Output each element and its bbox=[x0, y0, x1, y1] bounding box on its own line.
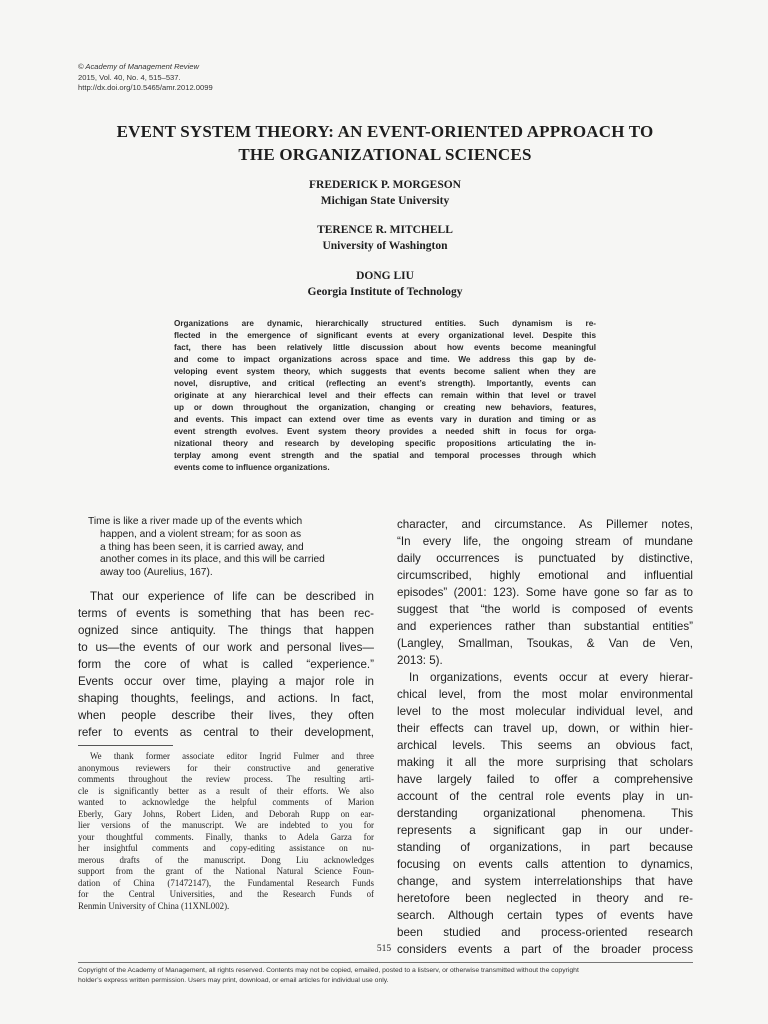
body-line: and experiences rather than substantial entities” bbox=[397, 620, 693, 633]
author-affiliation: Michigan State University bbox=[320, 195, 450, 207]
abstract-line: flected in the emergence of significant events at every organizational level. Despite this bbox=[174, 331, 596, 340]
author-name: DONG LIU bbox=[356, 270, 414, 282]
copyright-line: Copyright of the Academy of Management, all rights reserved. Contents may not be copied, emailed, posted to a listserv, or otherwise transmitted without the copyright bbox=[78, 967, 579, 974]
footnote-line: her insightful comments and copy-editing assistance on nu- bbox=[78, 843, 374, 853]
body-line: daily occurrences is punctuated by distinctive, bbox=[397, 552, 693, 565]
body-line: represents a significant gap in our under- bbox=[397, 824, 693, 837]
epigraph-line: happen, and a violent stream; for as soon as bbox=[100, 528, 302, 540]
body-line: That our experience of life can be described in bbox=[90, 590, 374, 603]
page-number: 515 bbox=[376, 944, 392, 954]
journal-header bbox=[78, 62, 213, 94]
doi-link[interactable]: http://dx.doi.org/10.5465/amr.2012.0099 bbox=[78, 83, 213, 92]
epigraph-line: another comes in its place, and this will be carried bbox=[100, 554, 325, 566]
abstract-line: up or down throughout the organization, changing or creating new behaviors, features, bbox=[174, 403, 596, 412]
body-line: In organizations, events occur at every hierar- bbox=[409, 671, 693, 684]
body-line: character, and circumstance. As Pillemer notes, bbox=[397, 518, 693, 531]
article-title bbox=[70, 120, 700, 166]
author-name: TERENCE R. MITCHELL bbox=[317, 224, 453, 236]
author-affiliation: University of Washington bbox=[322, 240, 448, 252]
body-line: circumscribed, highly emotional and influential bbox=[397, 569, 693, 582]
copyright-divider bbox=[78, 962, 693, 963]
author-1 bbox=[70, 177, 700, 209]
title-line-2: THE ORGANIZATIONAL SCIENCES bbox=[238, 145, 532, 164]
abstract-line: and come to impact organizations across space and time. We address this gap by de- bbox=[174, 355, 596, 364]
title-line-1: EVENT SYSTEM THEORY: AN EVENT-ORIENTED APPROACH TO bbox=[116, 122, 654, 141]
footnote-line: cle is significantly better as a result of their efforts. We also bbox=[78, 785, 374, 796]
footnote-line: Renmin University of China (11XNL002). bbox=[78, 900, 230, 911]
body-line: refer to events as central to their development, bbox=[78, 726, 374, 739]
abstract-line: nizational theory and research by developing specific propositions articulating the in- bbox=[174, 439, 596, 448]
copyright-notice bbox=[78, 966, 698, 986]
abstract-line: event strength evolves. Event system theory provides a needed shift in focus for orga- bbox=[174, 427, 596, 436]
body-line: to us—the events of our work and personal lives— bbox=[78, 641, 374, 654]
body-line: heretofore been neglected in theory and re- bbox=[397, 892, 693, 905]
footnote-line: wanted to acknowledge the helpful comments of Marion bbox=[78, 797, 374, 807]
body-line: been studied and process-oriented research bbox=[397, 926, 693, 939]
footnote-line: comments throughout the review process. The resulting arti- bbox=[78, 774, 374, 784]
footnote-line: lier versions of the manuscript. We are indebted to you for bbox=[78, 820, 374, 830]
copyright-line: holder’s express written permission. Users may print, download, or email articles for individual use only. bbox=[78, 977, 389, 984]
footnote-line: for the Central Universities, and the Research Funds of bbox=[78, 889, 374, 899]
epigraph-line: a thing has been seen, it is carried away, and bbox=[100, 541, 304, 553]
abstract-line: events come to influence organizations. bbox=[174, 463, 330, 472]
body-line: standing of organizations, in part because bbox=[397, 841, 693, 854]
body-line: episodes” (2001: 123). Some have gone so far as to bbox=[397, 586, 693, 599]
body-column-right bbox=[397, 516, 693, 958]
journal-name: © Academy of Management Review bbox=[78, 62, 199, 71]
footnote-line: dation of China (71472147), the Fundamental Research Funds bbox=[78, 877, 374, 888]
body-line: account of the central role events play in un- bbox=[397, 790, 693, 803]
epigraph-line: Time is like a river made up of the events which bbox=[88, 516, 303, 527]
body-line: shaping thoughts, feelings, and actions. In fact, bbox=[78, 692, 374, 705]
abstract-line: veloping event system theory, which suggests that events become salient when they are bbox=[174, 367, 596, 376]
footnote-line: We thank former associate editor Ingrid Fulmer and three bbox=[90, 751, 374, 761]
footnote-divider bbox=[78, 745, 173, 746]
body-line: (Langley, Smallman, Tsoukas, & Van de Ven, bbox=[397, 637, 693, 650]
body-line: chical level, from the most molar environmental bbox=[397, 688, 693, 701]
footnote-line: merous drafts of the manuscript. Dong Liu acknowledges bbox=[78, 854, 374, 865]
abstract-line: terplay among event strength and the spatial and temporal processes through which bbox=[174, 451, 596, 460]
body-line: suggest that “the world is composed of events bbox=[397, 603, 693, 616]
volume-info: 2015, Vol. 40, No. 4, 515–537. bbox=[78, 72, 181, 82]
footnote-line: support from the grant of the National Natural Science Foun- bbox=[78, 866, 374, 876]
body-line: terms of events is something that has been rec- bbox=[78, 607, 374, 620]
author-name: FREDERICK P. MORGESON bbox=[309, 179, 461, 191]
abstract-line: novel, disruptive, and critical (reflecting an event’s strength). Importantly, events can bbox=[174, 379, 596, 388]
abstract-line: fact, there has been relatively little discussion about how events become meaningful bbox=[174, 343, 596, 352]
abstract-line: and events. This impact can extend over time as events vary in duration and timing or as bbox=[174, 415, 596, 424]
epigraph bbox=[88, 516, 366, 580]
epigraph-line: away too (Aurelius, 167). bbox=[100, 567, 213, 579]
body-line: making it all the more surprising that scholars bbox=[397, 756, 693, 769]
footnote-line: your thoughtful comments. Finally, thanks to Adela Garza for bbox=[78, 831, 374, 842]
body-line: search. Although certain types of events have bbox=[397, 909, 693, 922]
body-line: 2013: 5). bbox=[397, 654, 443, 667]
body-line: level to the most molecular individual level, and bbox=[397, 705, 693, 718]
body-line: ognized since antiquity. The things that happen bbox=[78, 624, 374, 637]
acknowledgment-footnote bbox=[78, 751, 374, 912]
body-line: change, and system interrelationships that have bbox=[397, 875, 693, 888]
body-line: when people describe their lives, they often bbox=[78, 709, 374, 722]
body-column-left bbox=[78, 588, 374, 741]
body-line: their effects can travel up, down, or within hier- bbox=[397, 722, 693, 735]
body-line: focusing on events calls attention to dynamics, bbox=[397, 858, 693, 871]
abstract-line: Organizations are dynamic, hierarchically structured entities. Such dynamism is re- bbox=[174, 319, 596, 328]
abstract-line: originate at any hierarchical level and their effects can remain within that level or travel bbox=[174, 391, 596, 400]
abstract bbox=[174, 318, 596, 474]
author-affiliation: Georgia Institute of Technology bbox=[307, 286, 463, 298]
body-line: “In every life, the ongoing stream of mundane bbox=[397, 535, 693, 548]
footnote-line: anonymous reviewers for their constructive and generative bbox=[78, 762, 374, 773]
body-line: considers events a part of the broader process bbox=[397, 943, 693, 956]
body-line: archical levels. This seems an obvious fact, bbox=[397, 739, 693, 752]
footnote-line: Eberly, Gary Johns, Robert Liden, and Deborah Rupp on ear- bbox=[78, 808, 374, 819]
body-line: Events occur over time, playing a major role in bbox=[78, 675, 374, 688]
body-line: derstanding organizational phenomena. This bbox=[397, 807, 693, 820]
body-line: have largely failed to offer a comprehensive bbox=[397, 773, 693, 786]
author-2 bbox=[70, 222, 700, 254]
author-3 bbox=[70, 268, 700, 300]
body-line: form the core of what is called “experience.” bbox=[78, 658, 374, 671]
